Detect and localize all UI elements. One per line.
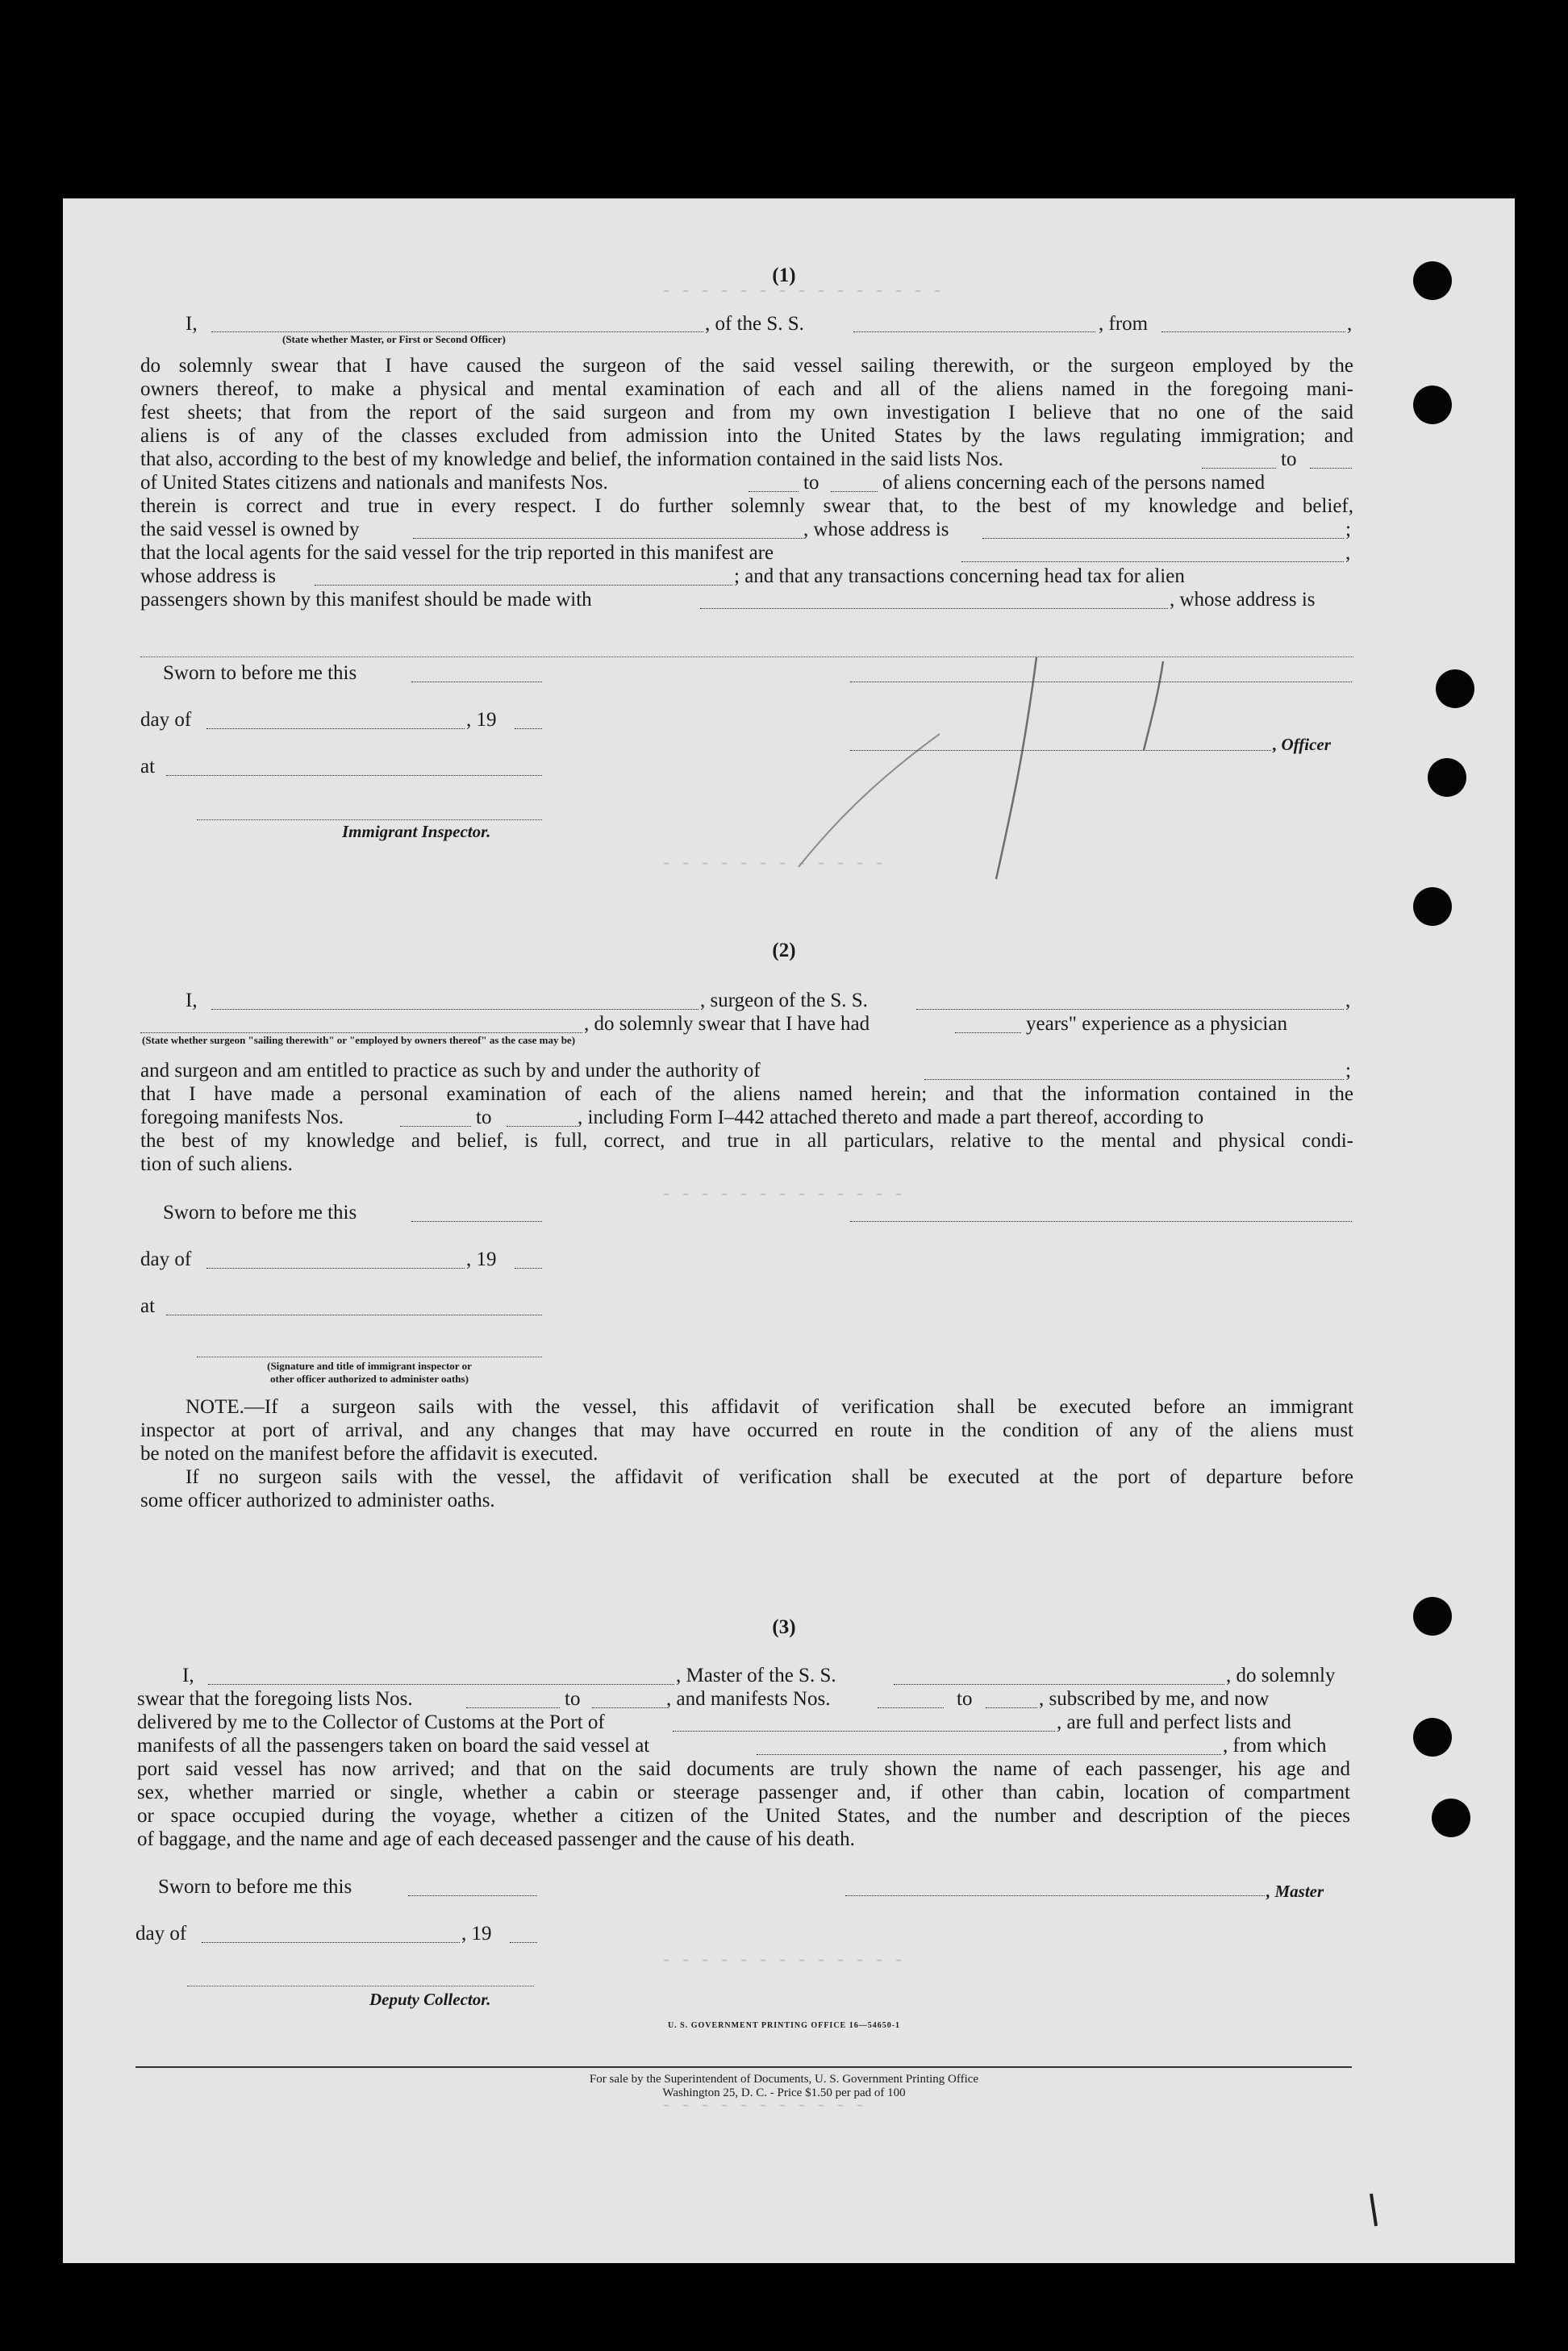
s1-intro-end: ,: [1347, 313, 1353, 335]
s3-line-1a: I,: [182, 1665, 194, 1686]
s2-line-5a: foregoing manifests Nos.: [140, 1107, 344, 1128]
s2-note-line-2: inspector at port of arrival, and any changes that may have occurred en route in the condition of any of the aliens must: [140, 1419, 1353, 1441]
s2-surgeon-note: (State whether surgeon "sailing therewith" or "employed by owners thereof" as the case may be): [142, 1034, 576, 1046]
s1-intro-from: , from: [1099, 313, 1149, 335]
s3-line-8: of baggage, and the name and age of each deceased passenger and the cause of his death.: [137, 1828, 855, 1850]
s1-line-1: do solemnly swear that I have caused the surgeon of the said vessel sailing therewith, or the surgeon employed by the: [140, 355, 1353, 377]
s2-sig-note-1: (Signature and title of immigrant inspector or: [267, 1360, 472, 1372]
s1-line-11b: , whose address is: [1170, 589, 1316, 611]
s1-line-10a: whose address is: [140, 565, 277, 587]
s1-line-6b: to: [803, 472, 819, 494]
s2-year: , 19: [466, 1248, 497, 1270]
s3-line-4a: manifests of all the passengers taken on board the said vessel at: [137, 1735, 650, 1757]
s1-line-8b: , whose address is: [803, 519, 949, 540]
s2-line-7: tion of such aliens.: [140, 1153, 293, 1175]
s2-line-5b: to: [476, 1107, 492, 1128]
section-2-number: (2): [772, 940, 796, 961]
s1-line-6a: of United States citizens and nationals and manifests Nos.: [140, 472, 608, 494]
s1-intro-of-ss: , of the S. S.: [705, 313, 804, 335]
s1-day-of: day of: [140, 709, 192, 731]
s2-intro-i: I,: [186, 990, 198, 1011]
s2-note-line-3: be noted on the manifest before the affidavit is executed.: [140, 1443, 598, 1465]
s1-line-6c: of aliens concerning each of the persons named: [882, 472, 1266, 494]
s3-line-5: port said vessel has now arrived; and that on the said documents are truly shown the name of each passenger, his age and: [137, 1758, 1350, 1780]
s3-line-2b: to: [565, 1688, 581, 1710]
s1-year: , 19: [466, 709, 497, 731]
s2-note2-line-2: some officer authorized to administer oaths.: [140, 1490, 495, 1511]
s3-day-of: day of: [136, 1923, 187, 1945]
section-3-number: (3): [772, 1616, 796, 1638]
s2-line-5c: , including Form I–442 attached thereto and made a part thereof, according to: [578, 1107, 1204, 1128]
s2-sig-note-2: other officer authorized to administer oaths): [270, 1373, 469, 1385]
s3-line-2a: swear that the foregoing lists Nos.: [137, 1688, 413, 1710]
s2-intro-surgeon: , surgeon of the S. S.: [700, 990, 868, 1011]
s2-at: at: [140, 1295, 156, 1317]
s1-line-10b: ; and that any transactions concerning head tax for alien: [734, 565, 1185, 587]
s1-intro-i: I,: [186, 313, 198, 335]
s1-line-11a: passengers shown by this manifest should be made with: [140, 589, 592, 611]
s3-line-4b: , from which: [1223, 1735, 1327, 1757]
s2-day-of: day of: [140, 1248, 192, 1270]
s3-line-1c: , do solemnly: [1226, 1665, 1336, 1686]
s2-note-line-1: NOTE.—If a surgeon sails with the vessel, this affidavit of verification shall be executed before an immigrant: [186, 1396, 1353, 1418]
s3-year: , 19: [461, 1923, 492, 1945]
s1-sworn: Sworn to before me this: [163, 662, 357, 684]
sale-notice-1: For sale by the Superintendent of Documents, U. S. Government Printing Office: [589, 2073, 979, 2086]
s1-master-note: (State whether Master, or First or Second Officer): [282, 333, 506, 345]
s3-line-1b: , Master of the S. S.: [676, 1665, 836, 1686]
s3-line-3a: delivered by me to the Collector of Customs at the Port of: [137, 1711, 605, 1733]
s1-line-3: fest sheets; that from the report of the said surgeon and from my own investigation I believe that no one of the said: [140, 402, 1353, 423]
s1-line-4: aliens is of any of the classes excluded from admission into the United States by the laws regulating immigration; and: [140, 425, 1353, 447]
s1-line-5: that also, according to the best of my knowledge and belief, the information contained in the said lists Nos.: [140, 448, 1003, 470]
s3-line-2d: to: [957, 1688, 973, 1710]
s2-line-3a: and surgeon and am entitled to practice as such by and under the authority of: [140, 1060, 761, 1082]
s3-deputy: Deputy Collector.: [369, 1990, 491, 2009]
s1-line-8a: the said vessel is owned by: [140, 519, 360, 540]
s3-master-label: , Master: [1266, 1882, 1324, 1901]
s2-note2-line-1: If no surgeon sails with the vessel, the affidavit of verification shall be executed at the port of departure before: [186, 1466, 1353, 1488]
s1-line-2: owners thereof, to make a physical and mental examination of each and all of the aliens named in the foregoing mani-: [140, 378, 1353, 400]
s3-line-7: or space occupied during the voyage, whether a citizen of the United States, and the number and description of the pieces: [137, 1805, 1350, 1827]
s1-officer-label: , Officer: [1273, 735, 1331, 754]
s3-line-6: sex, whether married or single, whether a cabin or steerage passenger and, if other than cabin, location of compartment: [137, 1782, 1350, 1803]
s1-line-7: therein is correct and true in every respect. I do further solemnly swear that, to the best of my knowledge and belief,: [140, 495, 1353, 517]
section-1-number: (1): [772, 265, 796, 286]
s2-line-4: that I have made a personal examination of each of the aliens named herein; and that the information contained in the: [140, 1083, 1353, 1105]
s3-sworn: Sworn to before me this: [158, 1876, 352, 1898]
gpo-imprint: U. S. GOVERNMENT PRINTING OFFICE 16—54650-1: [667, 2021, 901, 2030]
s3-line-3b: , are full and perfect lists and: [1057, 1711, 1291, 1733]
s1-at: at: [140, 756, 156, 777]
s3-line-2c: , and manifests Nos.: [666, 1688, 831, 1710]
s2-line-2a: , do solemnly swear that I have had: [584, 1013, 870, 1035]
s1-line-9b: ,: [1345, 542, 1351, 564]
s3-line-2e: , subscribed by me, and now: [1039, 1688, 1270, 1710]
s2-line-3b: ;: [1345, 1060, 1351, 1082]
s2-sworn: Sworn to before me this: [163, 1202, 357, 1223]
s2-intro-end: ,: [1345, 990, 1351, 1011]
s1-line-8c: ;: [1345, 519, 1351, 540]
s2-line-6: the best of my knowledge and belief, is full, correct, and true in all particulars, relative to the mental and physical condi-: [140, 1130, 1353, 1152]
s1-line-5-to: to: [1281, 448, 1297, 470]
s2-line-2b: years" experience as a physician: [1026, 1013, 1287, 1035]
sale-notice-2: Washington 25, D. C. - Price $1.50 per pad of 100: [662, 2086, 906, 2099]
s1-inspector: Immigrant Inspector.: [342, 822, 491, 841]
s1-line-9a: that the local agents for the said vessel for the trip reported in this manifest are: [140, 542, 774, 564]
